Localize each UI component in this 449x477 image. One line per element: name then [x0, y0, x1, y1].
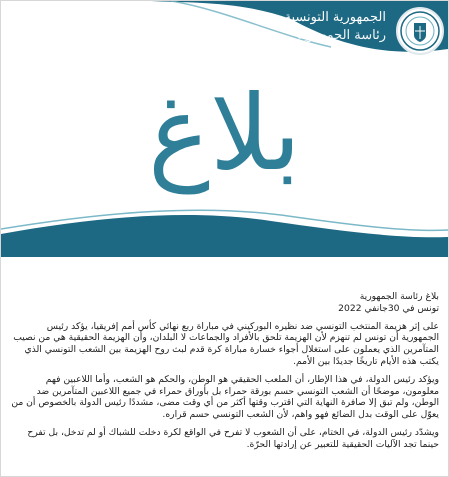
tunisian-coat-of-arms-icon: [396, 7, 444, 55]
statement-date: تونس في 30جانفي 2022: [338, 302, 439, 314]
org-line-2: رئاسة الجمهورية: [297, 28, 386, 43]
statement-body: [9, 291, 439, 451]
notice-banner: [1, 1, 448, 257]
statement-paragraph-2: ويؤكد رئيس الدولة، في هذا الإطار، أن الملعب الحقيقي هو الوطن، والحكم هو الشعب، وأما اللاعبين فهم معلومون، موضحًا أن الشعب التونسي حسم بورقة حمراء بل بأوراق حمراء في جميع اللاعبين المتآمرين ضد الوطن، ولم تبق إلا صافرة النهاية التي اقترب وقتها أكثر من أي وقت مضى، مشددًا رئيس الدولة بالخصوص أن من يعوّل على الوقت بدل الضائع فهو واهم، لأن الشعب التونسي حسم قراره.: [11, 373, 439, 421]
notice-title: بلاغ: [147, 72, 302, 194]
statement-paragraph-3: ويشدّد رئيس الدولة، في الختام، على أن الشعوب لا تفرح في الواقع لكرة دخلت للشباك أو لم تدخل، بل تفرح حينما تجد الآليات الحقيقية للتعبير عن إرادتها الحرّة.: [27, 426, 439, 450]
presidency-label: [284, 9, 386, 45]
org-line-1: الجمهورية التونسية: [284, 10, 386, 25]
statement-paragraph-1: على إثر هزيمة المنتخب التونسي ضد نظيره البوركيني في مباراة ربع نهائي كأس أمم إفريقيا، يؤكد رئيس الجمهورية أن تونس لم تنهزم لأن الهزيمة تلحق بالأفراد والجماعات لا البلدان، وأن الهزيمة الحقيقية هي من نصيب المتآمرين الذي يعملون على استغلال أجواء خسارة مباراة كرة قدم لبث روح الهزيمة بين الشعب التونسي الذي يكتب هذه الأيام تاريخًا جديدًا بين الأمم.: [13, 320, 439, 367]
statement-source: بلاغ رئاسة الجمهورية: [359, 291, 439, 302]
